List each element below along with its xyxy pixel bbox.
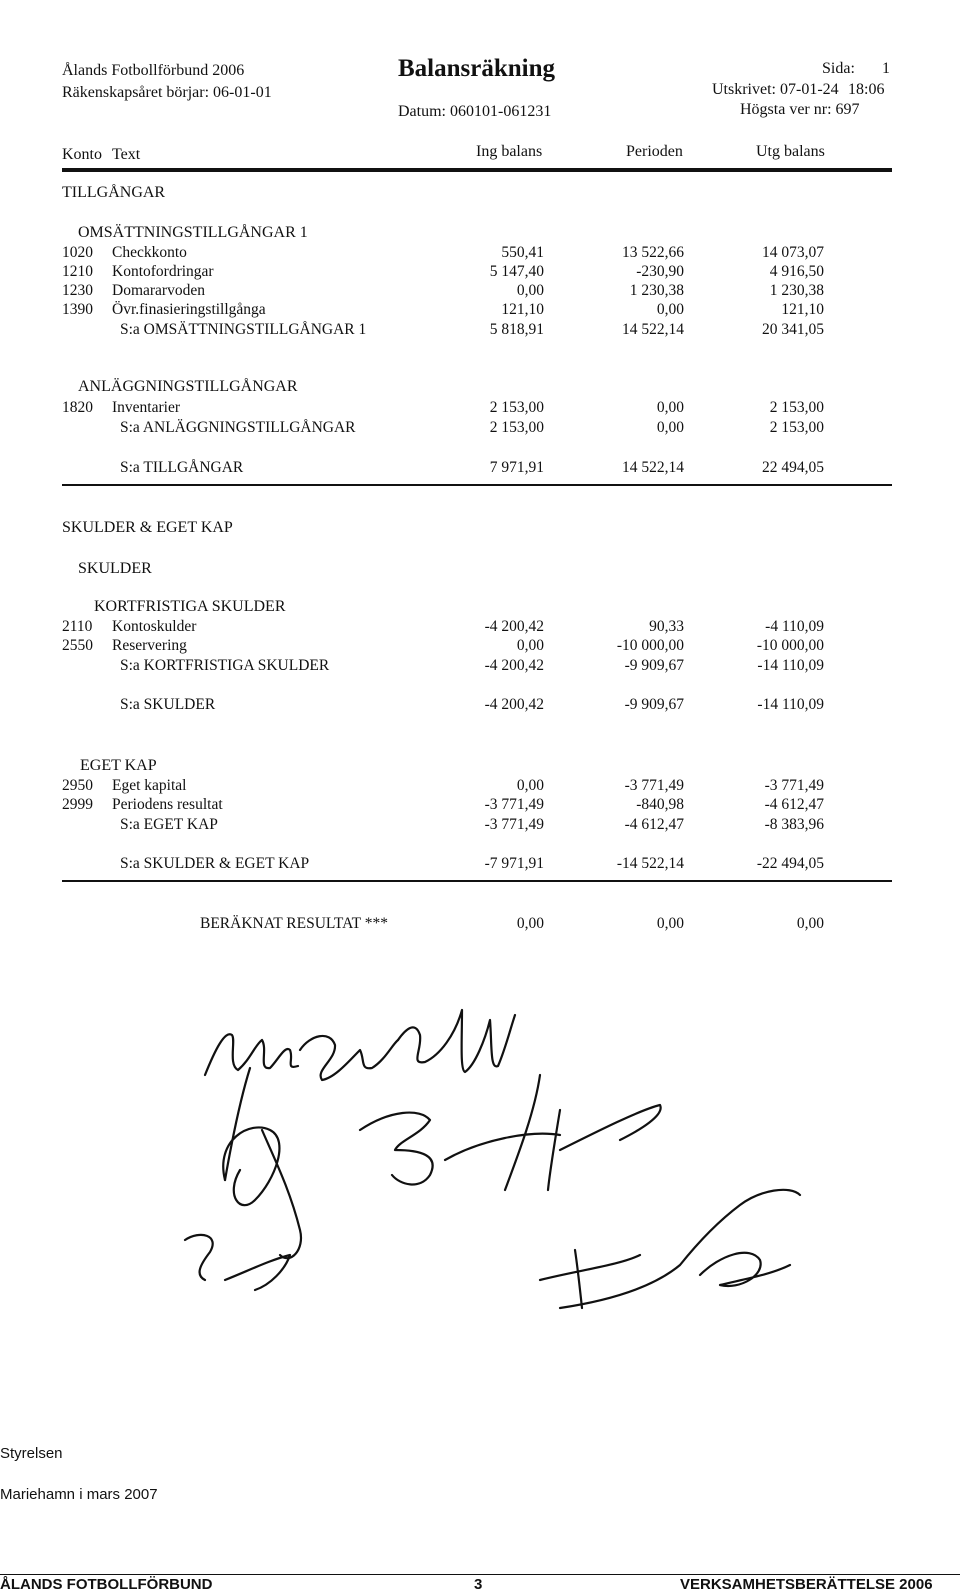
col-text: Text [112,146,141,163]
account-number: 2550 [62,637,93,654]
period-value: 14 522,14 [622,321,684,338]
assets-divider [62,484,892,486]
period-value: -230,90 [636,263,684,280]
period-value: -14 522,14 [616,855,684,872]
account-text: Kontofordringar [112,263,214,280]
period-value: 0,00 [656,419,684,436]
account-number: 1230 [62,282,93,299]
account-number: 2950 [62,777,93,794]
period-value: -4 612,47 [624,816,684,833]
total-row [0,855,960,875]
utg-value: 1 230,38 [769,282,824,299]
account-text: Checkkonto [112,244,187,261]
table-row [0,301,960,321]
col-ing-balans: Ing balans [476,143,543,160]
subtotal-text: S:a ANLÄGGNINGSTILLGÅNGAR [120,419,356,436]
period-value: -3 771,49 [624,777,684,794]
ing-value: 550,41 [501,244,544,261]
table-row [0,796,960,816]
total-row [0,459,960,479]
subtotal-row [0,419,960,439]
ing-value: -4 200,42 [484,618,544,635]
period-value: 0,00 [656,399,684,416]
group-fixed-assets: ANLÄGGNINGSTILLGÅNGAR [78,378,298,395]
period-value: -9 909,67 [624,696,684,713]
printed-date: Utskrivet: 07-01-24 [712,81,839,98]
account-text: Kontoskulder [112,618,197,635]
result-row [0,915,960,935]
total-text: S:a TILLGÅNGAR [120,459,244,476]
ing-value: 2 153,00 [489,419,544,436]
period-value: -9 909,67 [624,657,684,674]
total-text: S:a SKULDER & EGET KAP [120,855,310,872]
footer-org: ÅLANDS FOTBOLLFÖRBUND [0,1576,213,1593]
col-utg-balans: Utg balans [756,143,825,160]
place-date: Mariehamn i mars 2007 [0,1486,158,1503]
version-number: Högsta ver nr: 697 [740,101,860,118]
table-row [0,263,960,283]
subtotal-text: S:a KORTFRISTIGA SKULDER [120,657,330,674]
fiscal-year-start: Räkenskapsåret börjar: 06-01-01 [62,84,272,101]
utg-value: -4 110,09 [765,618,824,635]
ing-value: 2 153,00 [489,399,544,416]
utg-value: 22 494,05 [762,459,824,476]
ing-value: 7 971,91 [489,459,544,476]
liabilities-divider [62,880,892,882]
printed-time: 18:06 [848,81,885,98]
subtotal-row [0,696,960,716]
utg-value: -10 000,00 [756,637,824,654]
group-debts: SKULDER [78,560,152,577]
col-perioden: Perioden [626,143,683,160]
section-assets: TILLGÅNGAR [62,184,166,201]
subtotal-text: S:a SKULDER [120,696,216,713]
col-konto: Konto [62,146,102,163]
table-row [0,399,960,419]
utg-value: 2 153,00 [769,399,824,416]
section-liabilities-equity: SKULDER & EGET KAP [62,519,233,536]
ing-value: -3 771,49 [484,816,544,833]
account-number: 1390 [62,301,93,318]
org-name: Ålands Fotbollförbund 2006 [62,62,245,79]
ing-value: 5 818,91 [489,321,544,338]
utg-value: -22 494,05 [756,855,824,872]
result-text: BERÄKNAT RESULTAT *** [200,915,388,932]
utg-value: -3 771,49 [764,777,824,794]
date-range: Datum: 060101-061231 [398,103,552,120]
ing-value: 0,00 [516,777,544,794]
signatures-image [0,990,960,1390]
account-number: 1210 [62,263,93,280]
page-footer [0,1574,960,1592]
ing-value: 0,00 [516,282,544,299]
account-number: 2110 [62,618,93,635]
subtotal-row [0,321,960,341]
utg-value: -8 383,96 [764,816,824,833]
group-current-assets: OMSÄTTNINGSTILLGÅNGAR 1 [78,224,308,241]
account-text: Reservering [112,637,187,654]
utg-value: -14 110,09 [757,657,824,674]
account-text: Inventarier [112,399,180,416]
document-title: Balansräkning [398,55,556,82]
period-value: 13 522,66 [622,244,684,261]
ing-value: 0,00 [516,637,544,654]
account-text: Övr.finasieringstillgånga [112,301,266,318]
page-label: Sida: [822,60,855,77]
ing-value: 0,00 [516,915,544,932]
subtotal-text: S:a OMSÄTTNINGSTILLGÅNGAR 1 [120,321,367,338]
footer-rule [0,1574,960,1575]
utg-value: 20 341,05 [762,321,824,338]
group-short-term-debts: KORTFRISTIGA SKULDER [94,598,286,615]
period-value: 0,00 [656,915,684,932]
table-row [0,244,960,264]
subtotal-row [0,657,960,677]
subtotal-text: S:a EGET KAP [120,816,218,833]
board-signoff: Styrelsen [0,1445,63,1462]
utg-value: -14 110,09 [757,696,824,713]
ing-value: 5 147,40 [489,263,544,280]
ing-value: -4 200,42 [484,696,544,713]
ing-value: -7 971,91 [484,855,544,872]
table-row [0,777,960,797]
table-row [0,637,960,657]
page-number: 1 [882,60,890,77]
period-value: 14 522,14 [622,459,684,476]
account-number: 1020 [62,244,93,261]
subtotal-row [0,816,960,836]
table-row [0,618,960,638]
ing-value: -4 200,42 [484,657,544,674]
utg-value: 2 153,00 [769,419,824,436]
account-text: Domararvoden [112,282,205,299]
utg-value: 14 073,07 [762,244,824,261]
account-text: Periodens resultat [112,796,223,813]
group-equity: EGET KAP [80,757,157,774]
utg-value: 4 916,50 [769,263,824,280]
footer-page-number: 3 [474,1576,483,1593]
table-row [0,282,960,302]
ing-value: -3 771,49 [484,796,544,813]
footer-report-title: VERKSAMHETSBERÄTTELSE 2006 [680,1576,933,1593]
account-text: Eget kapital [112,777,187,794]
utg-value: 0,00 [796,915,824,932]
account-number: 1820 [62,399,93,416]
period-value: -840,98 [636,796,684,813]
utg-value: 121,10 [781,301,824,318]
ing-value: 121,10 [501,301,544,318]
period-value: 90,33 [649,618,684,635]
period-value: 1 230,38 [629,282,684,299]
utg-value: -4 612,47 [764,796,824,813]
header-divider [62,168,892,172]
account-number: 2999 [62,796,93,813]
period-value: 0,00 [656,301,684,318]
period-value: -10 000,00 [616,637,684,654]
